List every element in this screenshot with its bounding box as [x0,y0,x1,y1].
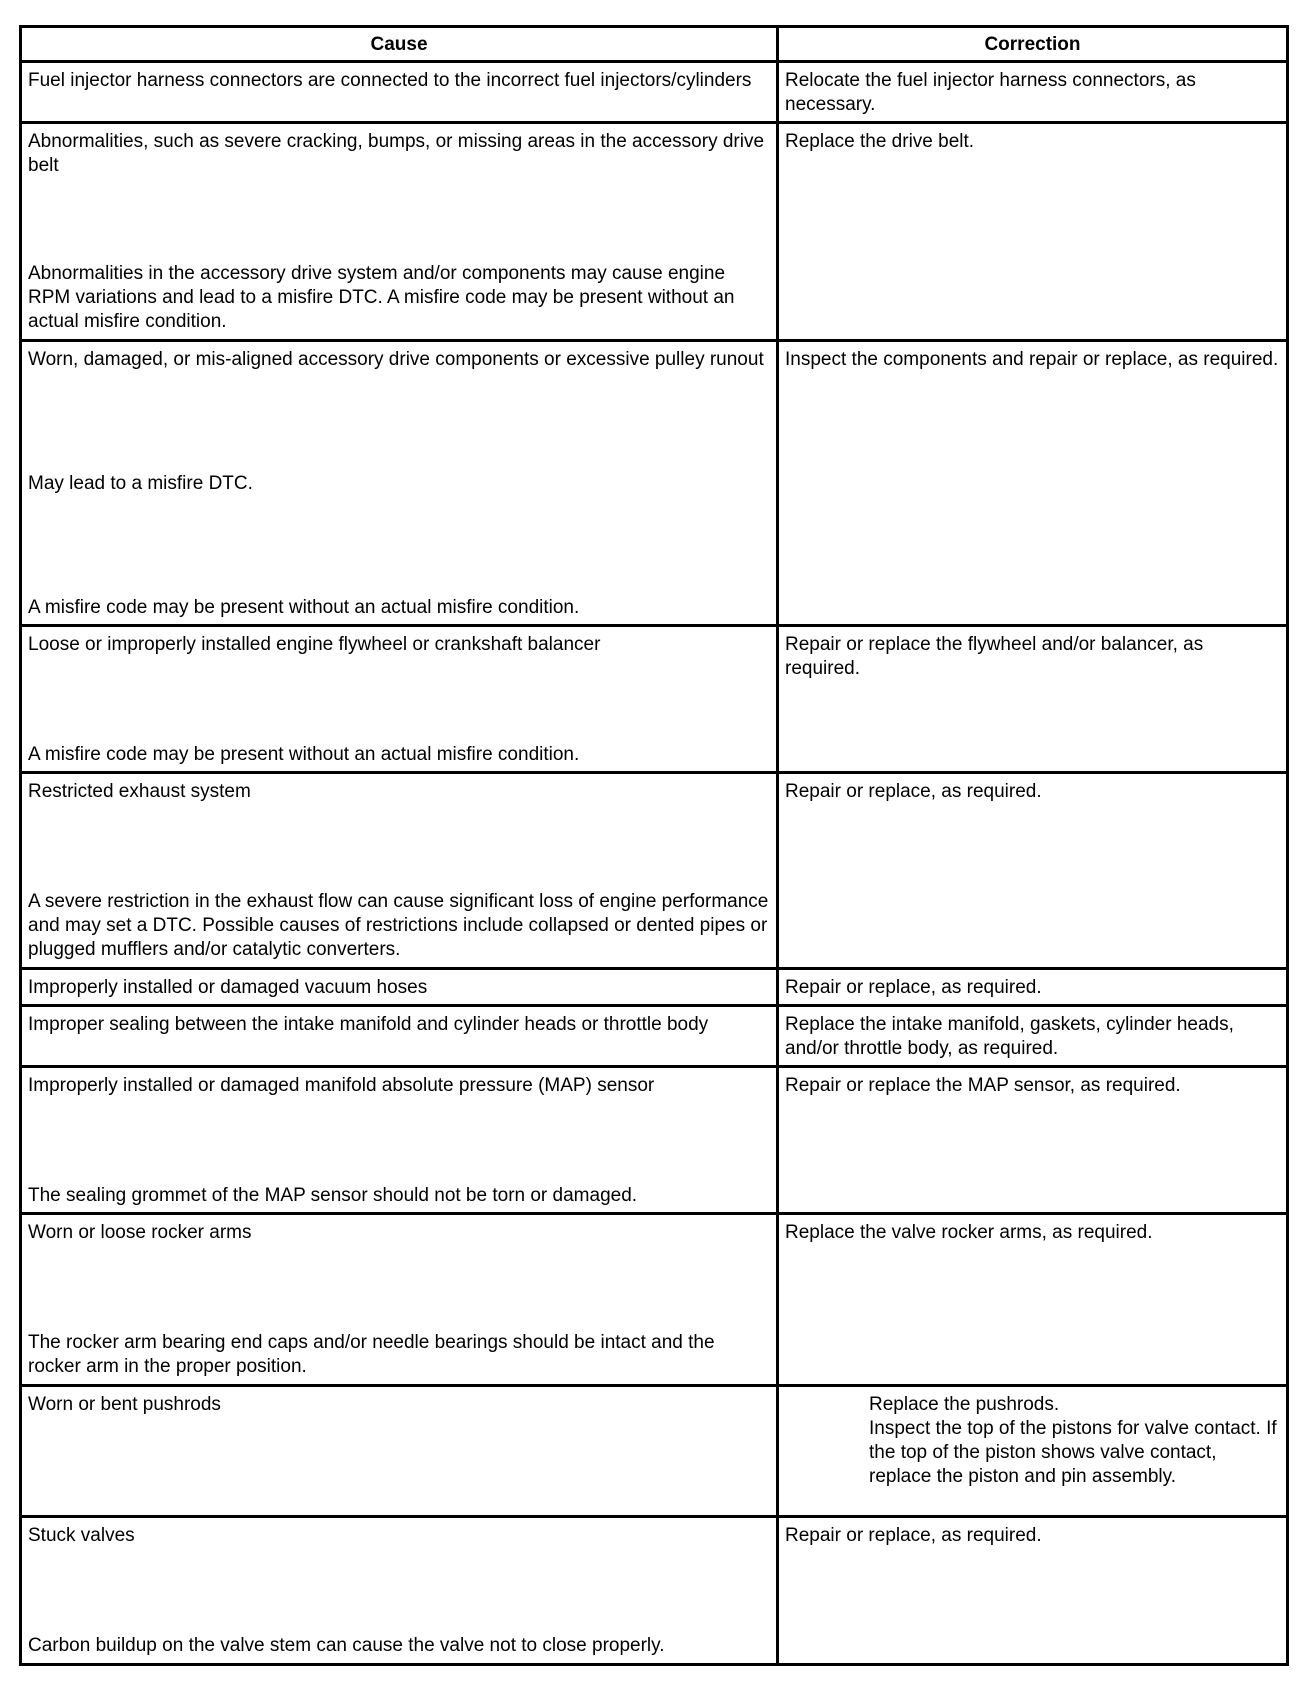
table-row [21,1006,1288,1067]
cause-text: Fuel injector harness connectors are connected to the incorrect fuel injectors/cylinders [28,70,752,91]
table-header-row [21,27,1288,62]
table-row [21,773,1288,969]
cause-cell [21,969,778,1006]
cause-note: The sealing grommet of the MAP sensor should not be torn or damaged. [28,1185,638,1206]
cause-note: A misfire code may be present without an actual misfire condition. [28,597,580,618]
cause-text: Abnormalities, such as severe cracking, bumps, or missing areas in the accessory drive belt [28,131,765,176]
cause-correction-table [19,25,1289,1666]
cause-text: Improperly installed or damaged manifold absolute pressure (MAP) sensor [28,1075,655,1096]
cause-note: The rocker arm bearing end caps and/or needle bearings should be intact and the rocker arm in the proper position. [28,1332,715,1377]
cause-cell [21,1386,778,1517]
cause-note: Abnormalities in the accessory drive system and/or components may cause engine RPM variations and lead to a misfire DTC. A misfire code may be present without an actual misfire condition. [28,263,735,332]
cause-text: Worn or loose rocker arms [28,1222,252,1243]
cause-cell [21,1006,778,1067]
table-row [21,1214,1288,1386]
cause-text: Improperly installed or damaged vacuum hoses [28,977,428,998]
correction-text: Repair or replace, as required. [785,781,1042,802]
header-correction: Correction [778,27,1288,62]
correction-cell [778,341,1288,626]
cause-text: Improper sealing between the intake manifold and cylinder heads or throttle body [28,1014,709,1035]
cause-cell [21,1067,778,1214]
correction-cell [778,1214,1288,1386]
cause-note: A severe restriction in the exhaust flow can cause significant loss of engine performance and may set a DTC. Possible causes of restrictions include collapsed or dented pipes or plugged mufflers and/or catalytic converters. [28,891,769,960]
correction-text: Replace the drive belt. [785,131,975,152]
table-row [21,1386,1288,1517]
table-row [21,626,1288,773]
cause-cell [21,1214,778,1386]
correction-cell [778,969,1288,1006]
cause-note: Carbon buildup on the valve stem can cause the valve not to close properly. [28,1635,665,1656]
correction-text: Relocate the fuel injector harness connectors, as necessary. [785,70,1196,115]
cause-text: Worn, damaged, or mis-aligned accessory drive components or excessive pulley runout [28,349,764,370]
correction-text: Inspect the top of the pistons for valve contact. If the top of the piston shows valve contact, replace the piston and pin assembly. [869,1418,1277,1487]
correction-cell [778,62,1288,123]
correction-text: Inspect the components and repair or replace, as required. [785,349,1279,370]
correction-text: Replace the intake manifold, gaskets, cylinder heads, and/or throttle body, as required. [785,1014,1234,1059]
correction-cell [778,1386,1288,1517]
correction-text: Repair or replace the MAP sensor, as required. [785,1075,1181,1096]
cause-note: May lead to a misfire DTC. [28,473,253,494]
cause-text: Loose or improperly installed engine flywheel or crankshaft balancer [28,634,601,655]
correction-text: Repair or replace the flywheel and/or balancer, as required. [785,634,1204,679]
cause-text: Restricted exhaust system [28,781,251,802]
cause-cell [21,123,778,341]
cause-cell [21,1517,778,1665]
correction-cell [778,1006,1288,1067]
cause-cell [21,341,778,626]
correction-text: Repair or replace, as required. [785,977,1042,998]
table-row [21,123,1288,341]
correction-cell [778,773,1288,969]
table-row [21,62,1288,123]
table-row [21,341,1288,626]
cause-text: Stuck valves [28,1525,135,1546]
correction-cell [778,1067,1288,1214]
correction-text: Replace the valve rocker arms, as required. [785,1222,1153,1243]
correction-cell [778,123,1288,341]
correction-cell [778,626,1288,773]
cause-cell [21,626,778,773]
table-row [21,969,1288,1006]
correction-text: Repair or replace, as required. [785,1525,1042,1546]
header-cause: Cause [21,27,778,62]
cause-text: Worn or bent pushrods [28,1394,221,1415]
cause-cell [21,773,778,969]
table-row [21,1067,1288,1214]
cause-cell [21,62,778,123]
correction-list [785,1393,1280,1489]
correction-cell [778,1517,1288,1665]
table-row [21,1517,1288,1665]
cause-note: A misfire code may be present without an actual misfire condition. [28,744,580,765]
correction-text: Replace the pushrods. [869,1394,1060,1415]
